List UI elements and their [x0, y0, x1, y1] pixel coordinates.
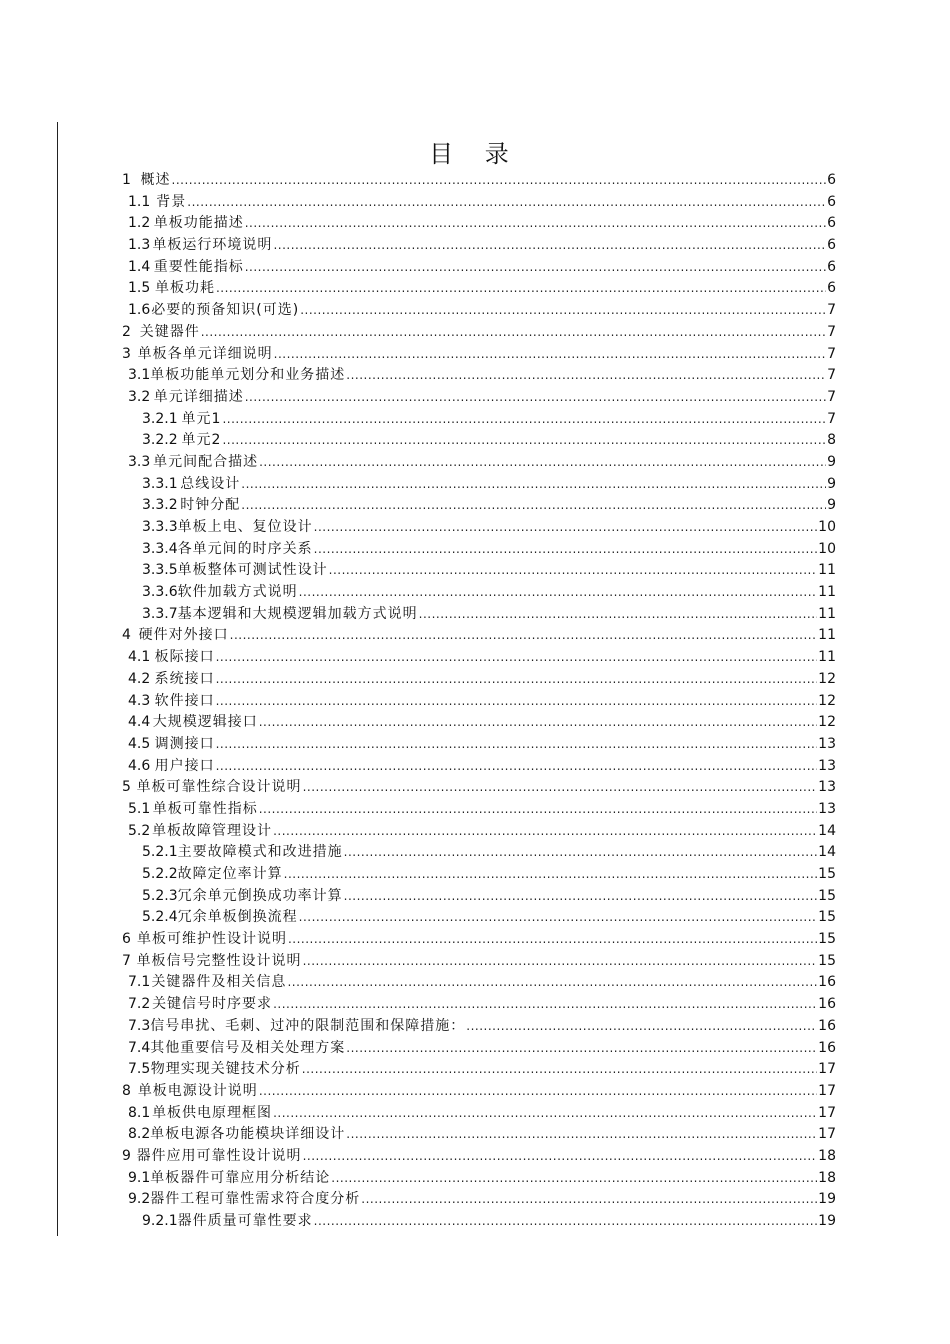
toc-entry-number: 7.1 [128, 974, 151, 991]
toc-entry-page: 12 [818, 670, 836, 687]
toc-dot-leader [216, 691, 818, 713]
toc-entry-title: 大规模逻辑接口 [152, 714, 258, 731]
toc-entry-number: 1.6 [128, 302, 151, 319]
toc-entry-title: 器件工程可靠性需求符合度分析 [150, 1191, 361, 1208]
toc-dot-leader [259, 712, 817, 734]
toc-entry-page: 16 [818, 996, 836, 1013]
toc-entry-number: 3.3.4 [142, 540, 178, 557]
toc-entry[interactable] [120, 669, 836, 691]
toc-entry-page: 15 [818, 952, 836, 969]
toc-entry[interactable] [120, 842, 836, 864]
toc-dot-leader [273, 235, 826, 257]
toc-dot-leader [314, 1211, 818, 1233]
toc-entry-number: 1.3 [128, 237, 151, 254]
toc-entry-number: 5.2.1 [142, 844, 178, 861]
toc-entry-page: 19 [818, 1191, 836, 1208]
toc-entry[interactable] [120, 625, 836, 647]
toc-entry-number: 7.4 [128, 1039, 151, 1056]
toc-entry-number: 4 [122, 627, 131, 644]
toc-entry[interactable] [120, 1146, 836, 1168]
toc-entry[interactable] [120, 1016, 836, 1038]
toc-entry-title: 软件加载方式说明 [177, 584, 298, 601]
toc-entry-page: 7 [827, 323, 836, 340]
toc-dot-leader [331, 1168, 817, 1190]
toc-entry-number: 3 [122, 345, 131, 362]
toc-entry-number: 1.4 [128, 258, 151, 275]
toc-entry-title: 背景 [156, 193, 187, 210]
toc-entry-title: 单板整体可测试性设计 [177, 562, 328, 579]
toc-entry-title: 板际接口 [154, 649, 215, 666]
toc-dot-leader [273, 994, 817, 1016]
toc-entry[interactable] [120, 1038, 836, 1060]
toc-entry-title: 单板各单元详细说明 [137, 345, 273, 362]
toc-entry-page: 7 [827, 410, 836, 427]
toc-entry-page: 7 [827, 367, 836, 384]
toc-entry-number: 1 [122, 172, 131, 188]
toc-entry-page: 14 [818, 844, 836, 861]
toc-dot-leader [346, 365, 826, 387]
toc-dot-leader [466, 1016, 817, 1038]
toc-dot-leader [299, 582, 818, 604]
toc-entry-page: 16 [818, 1017, 836, 1034]
toc-entry-title: 概述 [140, 172, 171, 188]
toc-entry-number: 3.3.5 [142, 562, 178, 579]
toc-entry[interactable] [120, 235, 836, 257]
toc-entry-title: 单板电源设计说明 [137, 1082, 258, 1099]
toc-entry-number: 3.3.2 [142, 497, 178, 514]
toc-entry-title: 系统接口 [154, 670, 215, 687]
toc-dot-leader [288, 929, 817, 951]
toc-dot-leader [273, 821, 817, 843]
toc-entry[interactable] [120, 691, 836, 713]
toc-dot-leader [245, 257, 826, 279]
toc-entry-page: 11 [818, 649, 836, 666]
toc-entry-number: 1.5 [128, 280, 151, 297]
toc-entry[interactable] [120, 278, 836, 300]
toc-entry-page: 13 [818, 735, 836, 752]
toc-entry-number: 2 [122, 323, 131, 340]
toc-entry[interactable] [120, 951, 836, 973]
toc-entry[interactable] [120, 582, 836, 604]
toc-entry[interactable] [120, 409, 836, 431]
toc-entry-title: 关键器件 [139, 323, 200, 340]
toc-entry-title: 单板功能描述 [153, 215, 244, 232]
toc-entry-title: 故障定位率计算 [177, 866, 283, 882]
toc-entry-number: 3.3.3 [142, 519, 178, 535]
toc-entry-page: 15 [818, 909, 836, 926]
toc-entry-number: 8 [122, 1082, 131, 1099]
toc-entry-title: 单板功耗 [154, 280, 215, 297]
toc-entry-title: 主要故障模式和改进措施 [177, 844, 343, 861]
toc-entry[interactable] [120, 1081, 836, 1103]
toc-dot-leader [299, 907, 818, 929]
toc-entry-page: 13 [818, 757, 836, 774]
toc-entry-number: 7.5 [128, 1061, 151, 1078]
toc-entry-title: 单板上电、复位设计 [177, 519, 313, 535]
toc-entry[interactable] [120, 712, 836, 734]
toc-dot-leader [216, 734, 818, 756]
toc-dot-leader [245, 387, 826, 409]
toc-dot-leader [300, 300, 826, 322]
toc-entry-number: 9 [122, 1147, 131, 1164]
toc-entry-page: 18 [818, 1169, 836, 1186]
toc-dot-leader [314, 539, 818, 561]
toc-dot-leader [419, 604, 818, 626]
toc-dot-leader [259, 452, 826, 474]
toc-dot-leader [241, 495, 826, 517]
toc-entry-title: 单板供电原理框图 [152, 1104, 273, 1121]
toc-entry-page: 6 [827, 258, 836, 275]
toc-entry[interactable] [120, 560, 836, 582]
toc-entry[interactable] [120, 1168, 836, 1190]
toc-entry-page: 15 [818, 866, 836, 882]
toc-entry[interactable] [120, 213, 836, 235]
toc-entry[interactable] [120, 344, 836, 366]
toc-dot-leader [259, 799, 817, 821]
toc-entry-page: 12 [818, 714, 836, 731]
toc-entry-page: 10 [818, 519, 836, 535]
toc-entry-number: 4.2 [128, 670, 151, 687]
toc-dot-leader [303, 951, 818, 973]
toc-entry-number: 3.2.1 [142, 410, 178, 427]
toc-entry-page: 9 [827, 497, 836, 514]
toc-dot-leader [302, 1059, 817, 1081]
toc-entry[interactable] [120, 799, 836, 821]
table-of-contents [120, 170, 836, 1233]
toc-entry-title: 各单元间的时序关系 [177, 540, 313, 557]
toc-entry[interactable] [120, 1103, 836, 1125]
toc-entry-page: 11 [818, 605, 836, 622]
toc-entry-title: 其他重要信号及相关处理方案 [150, 1039, 346, 1056]
toc-entry-title: 重要性能指标 [153, 258, 244, 275]
toc-entry-title: 单元间配合描述 [153, 453, 259, 470]
toc-entry[interactable] [120, 452, 836, 474]
toc-entry-title: 总线设计 [180, 475, 241, 492]
toc-dot-leader [344, 886, 818, 908]
margin-rule [57, 122, 58, 1236]
toc-entry-number: 3.1 [128, 367, 151, 384]
toc-entry[interactable] [120, 365, 836, 387]
toc-entry-number: 4.6 [128, 757, 151, 774]
toc-entry-page: 9 [827, 475, 836, 492]
toc-entry[interactable] [120, 517, 836, 539]
toc-entry-title: 物理实现关键技术分析 [150, 1061, 301, 1078]
toc-entry-number: 4.5 [128, 735, 151, 752]
toc-entry-title: 冗余单板倒换流程 [177, 909, 298, 926]
toc-dot-leader [172, 170, 827, 192]
toc-entry[interactable] [120, 300, 836, 322]
toc-entry-title: 单元2 [181, 432, 222, 449]
toc-entry-number: 7.3 [128, 1017, 151, 1034]
toc-entry[interactable] [120, 647, 836, 669]
toc-dot-leader [287, 972, 817, 994]
toc-entry-page: 7 [827, 302, 836, 319]
toc-entry-number: 5 [122, 779, 131, 796]
toc-entry[interactable] [120, 604, 836, 626]
toc-entry-number: 1.2 [128, 215, 151, 232]
toc-entry-number: 5.1 [128, 800, 151, 817]
toc-entry-number: 9.2 [128, 1191, 151, 1208]
toc-entry[interactable] [120, 994, 836, 1016]
toc-entry[interactable] [120, 192, 836, 214]
toc-entry-page: 12 [818, 692, 836, 709]
toc-dot-leader [346, 1124, 817, 1146]
toc-entry-title: 关键信号时序要求 [152, 996, 273, 1013]
toc-entry-number: 9.2.1 [142, 1213, 178, 1229]
toc-dot-leader [216, 647, 818, 669]
toc-entry-number: 3.3.1 [142, 475, 178, 492]
toc-entry-page: 17 [818, 1104, 836, 1121]
toc-entry[interactable] [120, 430, 836, 452]
toc-entry-number: 9.1 [128, 1169, 151, 1186]
toc-entry-page: 10 [818, 540, 836, 557]
toc-entry-page: 17 [818, 1082, 836, 1099]
toc-entry[interactable] [120, 972, 836, 994]
toc-entry[interactable] [120, 864, 836, 886]
toc-entry[interactable] [120, 756, 836, 778]
toc-entry-page: 13 [818, 779, 836, 796]
toc-entry-page: 16 [818, 1039, 836, 1056]
toc-entry[interactable] [120, 474, 836, 496]
toc-entry-title: 用户接口 [154, 757, 215, 774]
toc-entry-page: 17 [818, 1061, 836, 1078]
toc-dot-leader [222, 409, 826, 431]
toc-entry-number: 5.2.2 [142, 866, 178, 882]
toc-entry-number: 3.3.7 [142, 605, 178, 622]
toc-entry[interactable] [120, 1211, 836, 1233]
toc-dot-leader [259, 1081, 817, 1103]
toc-entry-number: 3.3.6 [142, 584, 178, 601]
toc-entry-page: 14 [818, 822, 836, 839]
toc-entry[interactable] [120, 821, 836, 843]
toc-dot-leader [241, 474, 826, 496]
toc-entry-number: 7.2 [128, 996, 151, 1013]
toc-entry-number: 3.2 [128, 388, 151, 405]
toc-entry[interactable] [120, 734, 836, 756]
toc-entry-title: 必要的预备知识(可选) [151, 302, 300, 319]
toc-dot-leader [245, 213, 826, 235]
toc-entry-title: 信号串扰、毛刺、过冲的限制范围和保障措施： [150, 1017, 466, 1034]
toc-dot-leader [216, 756, 818, 778]
toc-entry[interactable] [120, 495, 836, 517]
toc-entry-title: 时钟分配 [180, 497, 241, 514]
toc-entry-page: 11 [818, 584, 836, 601]
toc-entry-page: 17 [818, 1126, 836, 1143]
toc-entry-number: 8.1 [128, 1104, 151, 1121]
toc-entry-title: 单板功能单元划分和业务描述 [150, 367, 346, 384]
toc-entry-title: 单板器件可靠应用分析结论 [150, 1169, 331, 1186]
toc-entry-title: 单板信号完整性设计说明 [136, 952, 302, 969]
toc-entry-title: 单板可维护性设计说明 [136, 931, 287, 948]
toc-entry-number: 4.3 [128, 692, 151, 709]
toc-entry-number: 5.2.4 [142, 909, 178, 926]
toc-entry-title: 单板可靠性综合设计说明 [136, 779, 302, 796]
toc-entry[interactable] [120, 907, 836, 929]
toc-dot-leader [346, 1038, 817, 1060]
toc-dot-leader [361, 1189, 817, 1211]
toc-entry-title: 硬件对外接口 [138, 627, 229, 644]
toc-entry-title: 单板故障管理设计 [152, 822, 273, 839]
toc-entry-page: 7 [827, 345, 836, 362]
toc-entry-title: 器件质量可靠性要求 [177, 1213, 313, 1229]
toc-entry-title: 单元详细描述 [153, 388, 244, 405]
toc-entry-number: 7 [122, 952, 131, 969]
toc-dot-leader [187, 192, 826, 214]
toc-entry-page: 19 [818, 1213, 836, 1229]
toc-entry-number: 8.2 [128, 1126, 151, 1143]
toc-dot-leader [273, 1103, 817, 1125]
toc-dot-leader [222, 430, 826, 452]
toc-entry-page: 6 [827, 172, 836, 188]
toc-entry-title: 关键器件及相关信息 [151, 974, 287, 991]
toc-dot-leader [314, 517, 818, 539]
toc-entry-page: 8 [827, 432, 836, 449]
toc-entry[interactable] [120, 539, 836, 561]
toc-dot-leader [216, 669, 818, 691]
toc-dot-leader [230, 625, 818, 647]
toc-entry-title: 软件接口 [154, 692, 215, 709]
toc-entry-title: 调测接口 [154, 735, 215, 752]
page-title: 目 录 [429, 140, 521, 169]
toc-entry-page: 6 [827, 237, 836, 254]
toc-entry-number: 3.3 [128, 453, 151, 470]
toc-entry[interactable] [120, 1189, 836, 1211]
toc-entry-title: 冗余单元倒换成功率计算 [177, 887, 343, 904]
toc-entry-number: 4.1 [128, 649, 151, 666]
toc-dot-leader [274, 344, 826, 366]
toc-entry-number: 5.2.3 [142, 887, 178, 904]
toc-entry[interactable] [120, 777, 836, 799]
toc-entry-page: 11 [818, 562, 836, 579]
toc-entry-page: 13 [818, 800, 836, 817]
toc-entry-page: 18 [818, 1147, 836, 1164]
toc-entry-page: 9 [827, 453, 836, 470]
toc-entry-page: 6 [827, 193, 836, 210]
toc-entry[interactable] [120, 1059, 836, 1081]
toc-entry-number: 5.2 [128, 822, 151, 839]
toc-entry-page: 16 [818, 974, 836, 991]
toc-entry-title: 单元1 [181, 410, 222, 427]
toc-entry[interactable] [120, 1124, 836, 1146]
toc-entry-page: 7 [827, 388, 836, 405]
toc-entry[interactable] [120, 387, 836, 409]
toc-entry-title: 基本逻辑和大规模逻辑加载方式说明 [177, 605, 418, 622]
toc-entry-number: 3.2.2 [142, 432, 178, 449]
toc-entry-page: 15 [818, 931, 836, 948]
toc-entry-number: 1.1 [128, 193, 151, 210]
toc-entry-title: 单板可靠性指标 [152, 800, 258, 817]
toc-entry-number: 6 [122, 931, 131, 948]
toc-entry-number: 4.4 [128, 714, 151, 731]
toc-dot-leader [303, 1146, 818, 1168]
toc-entry-page: 11 [818, 627, 836, 644]
toc-entry-title: 器件应用可靠性设计说明 [136, 1147, 302, 1164]
toc-entry[interactable] [120, 886, 836, 908]
toc-dot-leader [303, 777, 818, 799]
toc-entry-title: 单板运行环境说明 [152, 237, 273, 254]
toc-entry[interactable] [120, 170, 836, 192]
toc-entry-page: 15 [818, 887, 836, 904]
toc-entry[interactable] [120, 257, 836, 279]
toc-dot-leader [344, 842, 818, 864]
toc-entry[interactable] [120, 929, 836, 951]
toc-entry[interactable] [120, 322, 836, 344]
toc-dot-leader [201, 322, 826, 344]
toc-entry-title: 单板电源各功能模块详细设计 [150, 1126, 346, 1143]
toc-dot-leader [329, 560, 818, 582]
toc-dot-leader [284, 864, 818, 886]
toc-dot-leader [216, 278, 826, 300]
toc-entry-page: 6 [827, 280, 836, 297]
toc-entry-page: 6 [827, 215, 836, 232]
